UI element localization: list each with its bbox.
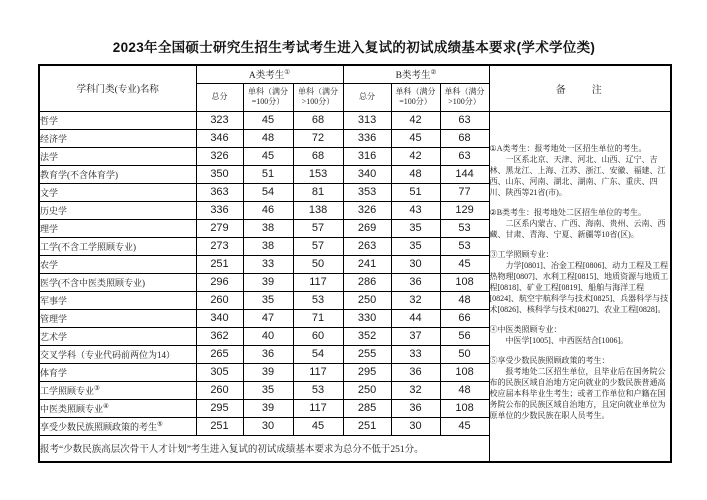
subject-name: 历史学 — [40, 205, 68, 216]
subject-name-cell — [39, 183, 196, 201]
subject-name-cell — [39, 273, 196, 291]
col-header-a-single-100: 单科（满分=100分） — [243, 83, 293, 111]
score-cell: 39 — [243, 399, 293, 417]
subject-name: 文学 — [40, 187, 59, 198]
subject-sup: ③ — [94, 384, 100, 392]
col-header-remark: 备 注 — [489, 65, 671, 111]
score-cell: 326 — [196, 147, 243, 165]
score-cell: 362 — [196, 327, 243, 345]
score-cell: 153 — [293, 165, 343, 183]
subject-sup: ④ — [103, 402, 109, 410]
subject-name-cell — [39, 417, 196, 435]
subject-name: 理学 — [40, 223, 59, 234]
subject-name-cell — [39, 237, 196, 255]
group-b-label: B类考生 — [395, 71, 431, 82]
score-cell: 36 — [391, 273, 440, 291]
col-header-b-total: 总分 — [343, 83, 391, 111]
score-cell: 353 — [343, 183, 391, 201]
col-header-a-single-over100: 单科（满分>100分） — [293, 83, 343, 111]
footnote-text: 报考“少数民族高层次骨干人才计划”考生进入复试的初试成绩基本要求为总分不低于251分。 — [39, 435, 489, 462]
subject-name-cell — [39, 129, 196, 147]
score-cell: 53 — [293, 381, 343, 399]
score-cell: 53 — [293, 291, 343, 309]
score-cell: 66 — [440, 309, 489, 327]
score-cell: 68 — [440, 129, 489, 147]
score-cell: 45 — [391, 129, 440, 147]
score-cell: 305 — [196, 363, 243, 381]
subject-name-cell — [39, 327, 196, 345]
subject-name: 经济学 — [40, 133, 68, 144]
score-cell: 51 — [391, 183, 440, 201]
score-cell: 72 — [293, 129, 343, 147]
col-header-b-single-100: 单科（满分=100分） — [391, 83, 440, 111]
note-item — [490, 207, 671, 240]
score-cell: 138 — [293, 201, 343, 219]
document-title: 2023年全国硕士研究生招生考试考生进入复试的初试成绩基本要求(学术学位类) — [112, 40, 596, 55]
score-cell: 33 — [243, 255, 293, 273]
score-cell: 38 — [243, 219, 293, 237]
subject-name: 享受少数民族照顾政策的考生 — [40, 421, 158, 432]
score-cell: 37 — [391, 327, 440, 345]
score-cell: 68 — [293, 111, 343, 129]
score-cell: 32 — [391, 381, 440, 399]
note-head: ①A类考生：报考地处一区招生单位的考生。 — [489, 143, 647, 153]
score-cell: 117 — [293, 273, 343, 291]
score-requirements-table — [38, 64, 672, 463]
subject-name-cell — [39, 381, 196, 399]
note-item — [490, 355, 671, 421]
remarks-cell — [489, 111, 671, 462]
score-cell: 250 — [343, 291, 391, 309]
score-cell: 48 — [440, 291, 489, 309]
score-cell: 53 — [440, 237, 489, 255]
col-header-group-a — [196, 65, 343, 83]
score-cell: 340 — [196, 309, 243, 327]
score-cell: 48 — [391, 165, 440, 183]
score-cell: 313 — [343, 111, 391, 129]
score-cell: 265 — [196, 345, 243, 363]
score-cell: 53 — [440, 219, 489, 237]
score-cell: 63 — [440, 147, 489, 165]
score-cell: 330 — [343, 309, 391, 327]
note-head: ②B类考生：报考地处二区招生单位的考生。 — [489, 207, 647, 217]
score-cell: 30 — [243, 417, 293, 435]
header-row-groups — [39, 65, 671, 83]
score-cell: 57 — [293, 237, 343, 255]
score-cell: 50 — [293, 255, 343, 273]
score-cell: 363 — [196, 183, 243, 201]
subject-name-cell — [39, 165, 196, 183]
score-cell: 286 — [343, 273, 391, 291]
subject-name-cell — [39, 291, 196, 309]
score-cell: 40 — [243, 327, 293, 345]
score-cell: 51 — [243, 165, 293, 183]
note-body: 一区系北京、天津、河北、山西、辽宁、吉林、黑龙江、上海、江苏、浙江、安徽、福建、江西、山东、河南、湖北、湖南、广东、重庆、四川、陕西等21省(市)。 — [489, 154, 666, 197]
subject-name-cell — [39, 147, 196, 165]
score-cell: 45 — [243, 147, 293, 165]
subject-name: 交叉学科（专业代码前两位为14） — [40, 349, 176, 360]
subject-name: 艺术学 — [40, 331, 68, 342]
score-cell: 48 — [440, 381, 489, 399]
score-cell: 255 — [343, 345, 391, 363]
group-a-footnote-mark: ① — [284, 69, 291, 77]
score-cell: 81 — [293, 183, 343, 201]
group-a-label: A类考生 — [248, 71, 285, 82]
subject-name: 工学(不含工学照顾专业) — [40, 241, 136, 252]
subject-name: 法学 — [40, 151, 59, 162]
score-cell: 45 — [440, 417, 489, 435]
score-cell: 43 — [391, 201, 440, 219]
score-cell: 352 — [343, 327, 391, 345]
score-cell: 241 — [343, 255, 391, 273]
note-head: ③工学照顾专业： — [489, 249, 554, 259]
score-cell: 260 — [196, 381, 243, 399]
score-cell: 296 — [196, 273, 243, 291]
note-head: ⑤享受少数民族照顾政策的考生： — [489, 355, 610, 365]
subject-name: 体育学 — [40, 367, 68, 378]
score-cell: 336 — [196, 201, 243, 219]
score-cell: 251 — [196, 417, 243, 435]
note-body: 报考地处二区招生单位，且毕业后在国务院公布的民族区域自治地方定向就业的少数民族普通高校应届本科毕业生考生；或者工作单位和户籍在国务院公布的民族区域自治地方，且定向就业单位为原单位的少数民族在职人员考生。 — [489, 366, 666, 420]
note-head: ④中医类照顾专业： — [489, 324, 562, 334]
subject-name-cell — [39, 201, 196, 219]
score-cell: 30 — [391, 417, 440, 435]
score-cell: 32 — [391, 291, 440, 309]
subject-name-cell — [39, 345, 196, 363]
score-cell: 144 — [440, 165, 489, 183]
score-cell: 47 — [243, 309, 293, 327]
score-cell: 56 — [440, 327, 489, 345]
score-cell: 269 — [343, 219, 391, 237]
score-cell: 279 — [196, 219, 243, 237]
score-cell: 39 — [243, 363, 293, 381]
score-cell: 54 — [293, 345, 343, 363]
score-cell: 295 — [196, 399, 243, 417]
score-cell: 251 — [196, 255, 243, 273]
score-cell: 68 — [293, 147, 343, 165]
score-cell: 48 — [243, 129, 293, 147]
score-cell: 39 — [243, 273, 293, 291]
score-cell: 45 — [293, 417, 343, 435]
score-cell: 54 — [243, 183, 293, 201]
subject-name: 哲学 — [40, 115, 59, 126]
score-cell: 36 — [391, 399, 440, 417]
score-cell: 35 — [243, 291, 293, 309]
subject-name-cell — [39, 219, 196, 237]
score-cell: 316 — [343, 147, 391, 165]
score-cell: 45 — [243, 111, 293, 129]
score-cell: 77 — [440, 183, 489, 201]
score-cell: 46 — [243, 201, 293, 219]
score-cell: 36 — [243, 345, 293, 363]
note-body: 中医学[1005]、中西医结合[1006]。 — [505, 335, 629, 345]
score-cell: 251 — [343, 417, 391, 435]
note-item — [490, 324, 671, 346]
score-cell: 285 — [343, 399, 391, 417]
score-cell: 60 — [293, 327, 343, 345]
col-header-subject: 学科门类(专业)名称 — [39, 65, 196, 111]
score-cell: 129 — [440, 201, 489, 219]
group-b-footnote-mark: ② — [430, 69, 437, 77]
score-cell: 260 — [196, 291, 243, 309]
subject-name: 军事学 — [40, 295, 68, 306]
col-header-b-single-over100: 单科（满分>100分） — [440, 83, 489, 111]
score-cell: 36 — [391, 363, 440, 381]
subject-name-cell — [39, 255, 196, 273]
subject-sup: ⑤ — [157, 420, 163, 428]
subject-name: 医学(不含中医类照顾专业) — [40, 277, 145, 288]
subject-name: 中医类照顾专业 — [40, 403, 104, 414]
subject-name-cell — [39, 399, 196, 417]
score-cell: 42 — [391, 147, 440, 165]
score-cell: 45 — [440, 255, 489, 273]
score-cell: 33 — [391, 345, 440, 363]
score-cell: 108 — [440, 363, 489, 381]
score-cell: 350 — [196, 165, 243, 183]
score-cell: 50 — [440, 345, 489, 363]
score-cell: 44 — [391, 309, 440, 327]
score-cell: 336 — [343, 129, 391, 147]
score-cell: 346 — [196, 129, 243, 147]
score-cell: 71 — [293, 309, 343, 327]
subject-name: 工学照顾专业 — [40, 385, 95, 396]
note-body: 二区系内蒙古、广西、海南、贵州、云南、西藏、甘肃、青海、宁夏、新疆等10省(区)。 — [489, 218, 666, 239]
subject-name-cell — [39, 309, 196, 327]
table-row — [39, 111, 671, 129]
score-cell: 38 — [243, 237, 293, 255]
note-body: 力学[0801]、冶金工程[0806]、动力工程及工程热物理[0807]、水利工程[0815]、地质资源与地质工程[0818]、矿业工程[0819]、船舶与海洋工程[0824]、航空宇航科学与技术[0825]、兵器科学与技术[0826]、核科学与技术[0827]、农业工程[0828]。 — [489, 260, 669, 314]
score-cell: 35 — [391, 219, 440, 237]
score-cell: 30 — [391, 255, 440, 273]
col-header-group-b — [343, 65, 489, 83]
score-cell: 117 — [293, 399, 343, 417]
score-cell: 35 — [243, 381, 293, 399]
note-item — [490, 143, 671, 198]
score-cell: 326 — [343, 201, 391, 219]
score-cell: 340 — [343, 165, 391, 183]
score-cell: 323 — [196, 111, 243, 129]
subject-name: 农学 — [40, 259, 59, 270]
score-cell: 263 — [343, 237, 391, 255]
score-cell: 108 — [440, 273, 489, 291]
score-cell: 117 — [293, 363, 343, 381]
subject-name-cell — [39, 111, 196, 129]
subject-name: 教育学(不含体育学) — [40, 169, 118, 180]
note-item — [490, 249, 671, 315]
score-cell: 63 — [440, 111, 489, 129]
score-cell: 108 — [440, 399, 489, 417]
score-cell: 57 — [293, 219, 343, 237]
score-cell: 295 — [343, 363, 391, 381]
score-cell: 42 — [391, 111, 440, 129]
score-cell: 250 — [343, 381, 391, 399]
col-header-a-total: 总分 — [196, 83, 243, 111]
score-cell: 35 — [391, 237, 440, 255]
score-cell: 273 — [196, 237, 243, 255]
subject-name-cell — [39, 363, 196, 381]
subject-name: 管理学 — [40, 313, 68, 324]
